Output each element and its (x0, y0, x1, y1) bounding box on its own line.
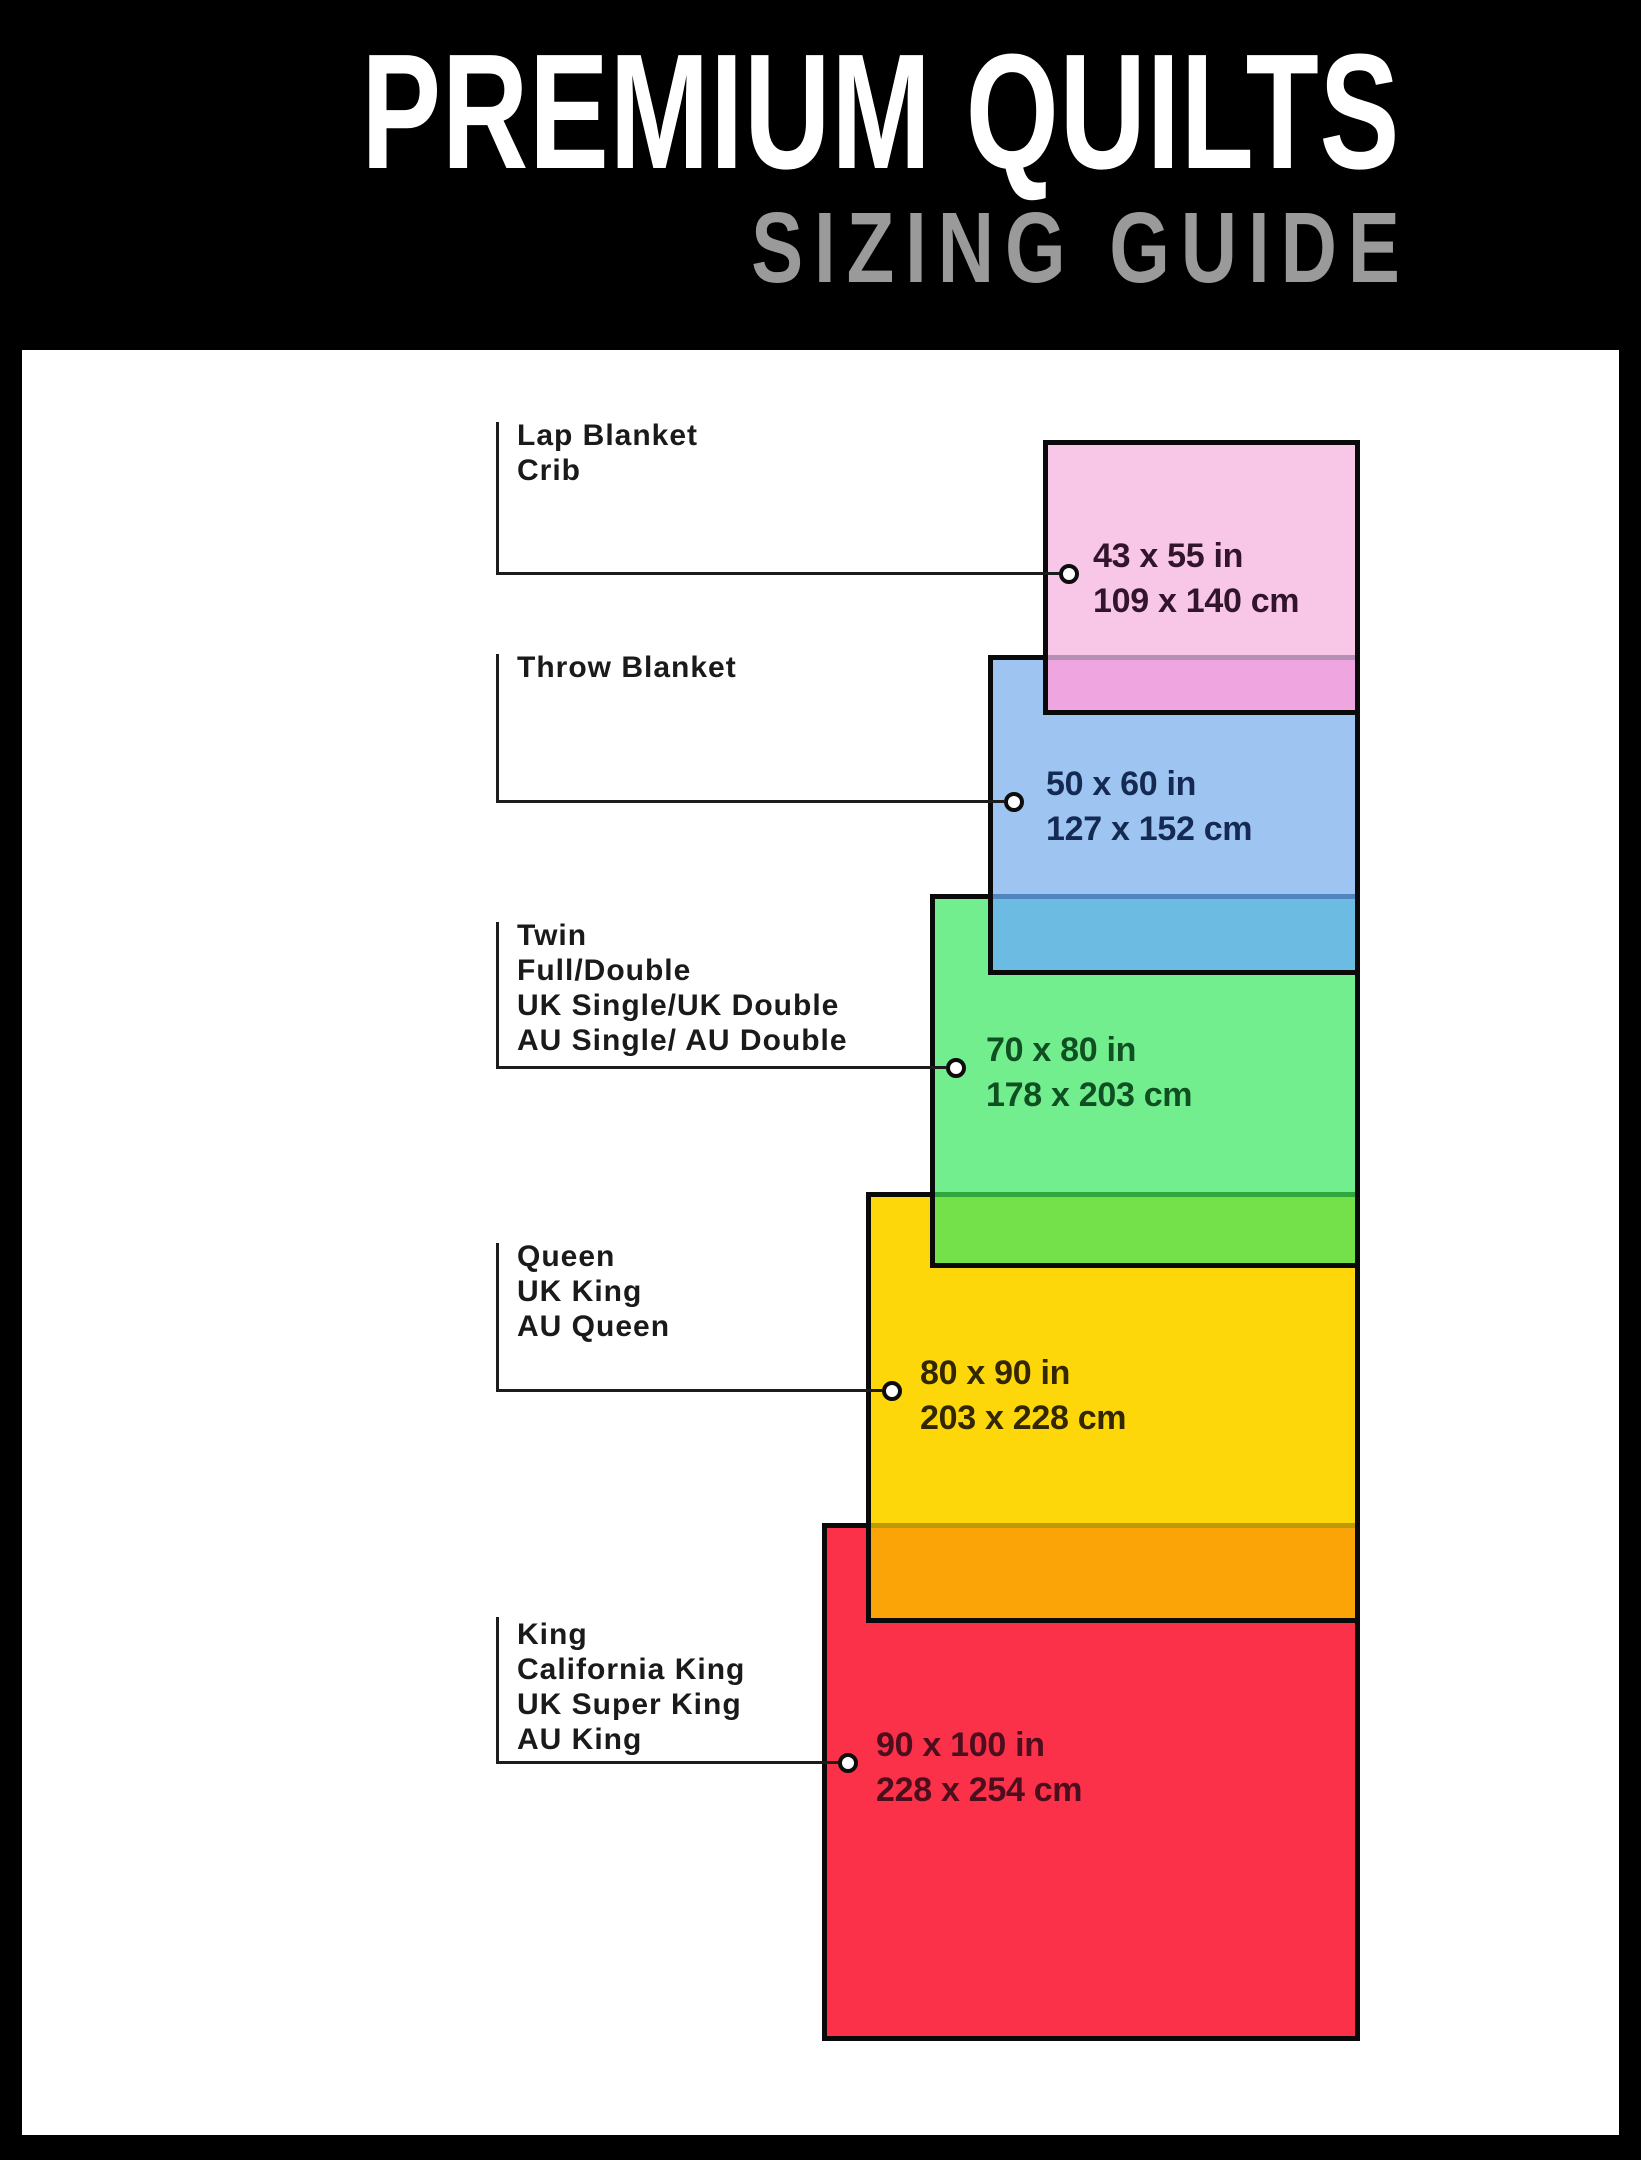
label-line: Lap Blanket (517, 419, 699, 452)
connector-dot-twin (946, 1058, 966, 1078)
connector-dot-king (838, 1753, 858, 1773)
overlap-twin-over-queen (935, 1192, 1355, 1263)
label-line: UK King (517, 1275, 643, 1308)
page-title: PREMIUM QUILTS (361, 20, 1400, 203)
overlap-throw-over-twin (993, 894, 1355, 970)
dimension-cm: 127 x 152 cm (1046, 810, 1253, 848)
connector-hline-queen (496, 1389, 882, 1392)
dimension-cm: 203 x 228 cm (920, 1399, 1127, 1437)
dimensions-throw (1046, 762, 1252, 852)
connector-hline-throw (496, 800, 1004, 803)
connector-hline-twin (496, 1066, 946, 1069)
overlap-lap-over-throw (1048, 655, 1355, 710)
connector-dot-queen (882, 1381, 902, 1401)
connector-dot-lap (1059, 564, 1079, 584)
dimensions-lap-crib (1093, 534, 1299, 624)
page-subtitle: SIZING GUIDE (751, 192, 1411, 304)
label-twin (517, 918, 848, 1058)
dimensions-twin (986, 1028, 1192, 1118)
connector-dot-throw (1004, 792, 1024, 812)
label-line: California King (517, 1653, 746, 1686)
label-line: Full/Double (517, 954, 692, 987)
label-lap-crib (517, 418, 698, 488)
connector-vline-lap (496, 422, 499, 574)
dimension-cm: 178 x 203 cm (986, 1076, 1193, 1114)
label-line: UK Single/UK Double (517, 989, 840, 1022)
label-line: Throw Blanket (517, 651, 737, 684)
label-line: Queen (517, 1240, 616, 1273)
connector-vline-throw (496, 654, 499, 802)
dimension-inches: 80 x 90 in (920, 1354, 1071, 1392)
connector-vline-twin (496, 922, 499, 1068)
connector-hline-king (496, 1761, 838, 1764)
overlap-queen-over-king (871, 1523, 1355, 1618)
connector-hline-lap (496, 572, 1059, 575)
label-line: King (517, 1618, 588, 1651)
label-king (517, 1617, 745, 1757)
label-line: Crib (517, 454, 581, 487)
label-line: AU Single/ AU Double (517, 1024, 848, 1057)
dimension-inches: 50 x 60 in (1046, 765, 1197, 803)
label-line: AU Queen (517, 1310, 671, 1343)
dimensions-queen (920, 1351, 1126, 1441)
label-throw (517, 650, 737, 685)
dimension-cm: 228 x 254 cm (876, 1771, 1083, 1809)
dimension-cm: 109 x 140 cm (1093, 582, 1300, 620)
dimension-inches: 90 x 100 in (876, 1726, 1045, 1764)
connector-vline-queen (496, 1243, 499, 1391)
dimensions-king (876, 1723, 1082, 1813)
connector-vline-king (496, 1617, 499, 1763)
label-line: AU King (517, 1723, 643, 1756)
label-line: Twin (517, 919, 588, 952)
dimension-inches: 43 x 55 in (1093, 537, 1244, 575)
dimension-inches: 70 x 80 in (986, 1031, 1137, 1069)
content-board (22, 350, 1619, 2135)
label-line: UK Super King (517, 1688, 742, 1721)
label-queen (517, 1239, 670, 1344)
